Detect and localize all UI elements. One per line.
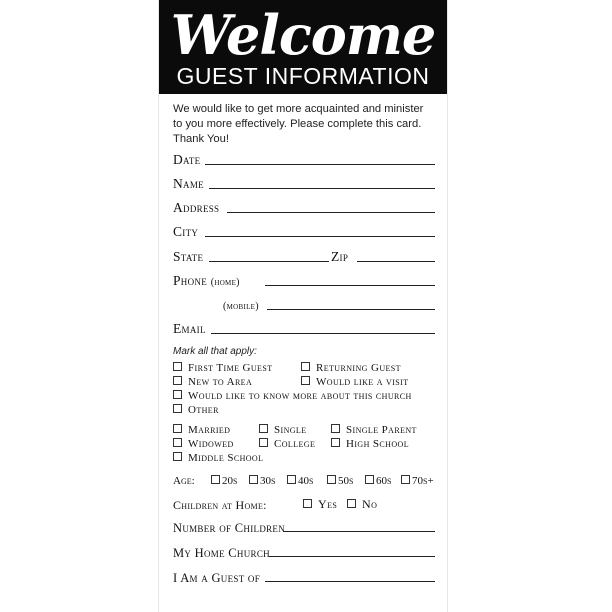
intro-line: We would like to get more acquainted and minister: [173, 103, 424, 115]
home-label: (home): [210, 277, 240, 288]
checkbox[interactable]: [287, 475, 296, 484]
name-label: Name: [173, 176, 204, 191]
age-range-label: 30s: [260, 475, 276, 487]
option-label: Returning Guest: [316, 362, 401, 374]
checkbox[interactable]: [301, 362, 310, 371]
address-label: Address: [173, 200, 220, 215]
checkbox[interactable]: [173, 362, 182, 371]
home-church-label: My Home Church: [173, 546, 270, 560]
age-range-label: 70s+: [412, 475, 434, 487]
option-new-to-area[interactable]: [173, 376, 252, 389]
option-label: College: [274, 438, 316, 450]
children-at-home-label: Children at Home:: [173, 498, 267, 512]
checkbox[interactable]: [173, 390, 182, 399]
zip-field[interactable]: [357, 261, 435, 262]
option-college[interactable]: [259, 438, 315, 451]
phone-label-text: Phone: [173, 273, 208, 288]
checkbox[interactable]: [249, 475, 258, 484]
state-field[interactable]: [209, 261, 329, 262]
option-label: Widowed: [188, 438, 234, 450]
home-church-field[interactable]: [269, 556, 435, 557]
checkbox[interactable]: [401, 475, 410, 484]
welcome-title: Welcome: [170, 3, 436, 67]
guest-of-field[interactable]: [265, 581, 435, 582]
address-field[interactable]: [227, 212, 435, 213]
guest-information-subtitle: GUEST INFORMATION: [176, 63, 430, 89]
number-of-children-label: Number of Children: [173, 521, 286, 535]
age-option-30s[interactable]: [249, 475, 275, 488]
checkbox[interactable]: [331, 438, 340, 447]
option-would-like-visit[interactable]: [301, 376, 409, 389]
option-label: Would like a visit: [316, 376, 409, 388]
age-option-50s[interactable]: [327, 475, 353, 488]
age-option-70s-plus[interactable]: [401, 475, 434, 488]
children-yes-option[interactable]: [303, 498, 337, 511]
checkbox[interactable]: [327, 475, 336, 484]
option-label: High School: [346, 438, 409, 450]
age-option-20s[interactable]: [211, 475, 237, 488]
age-range-label: 20s: [222, 475, 238, 487]
option-other[interactable]: [173, 404, 219, 417]
option-label: First Time Guest: [188, 362, 273, 374]
checkbox[interactable]: [347, 499, 356, 508]
checkbox[interactable]: [173, 404, 182, 413]
option-label: Single: [274, 424, 307, 436]
city-label: City: [173, 224, 199, 239]
option-high-school[interactable]: [331, 438, 409, 451]
checkbox[interactable]: [301, 376, 310, 385]
checkbox[interactable]: [331, 424, 340, 433]
name-field[interactable]: [209, 188, 435, 189]
option-label: No: [362, 497, 378, 511]
option-label: Single Parent: [346, 424, 417, 436]
age-option-60s[interactable]: [365, 475, 391, 488]
phone-label: [173, 273, 240, 291]
option-married[interactable]: [173, 424, 230, 437]
option-know-more[interactable]: [173, 390, 412, 403]
checkbox[interactable]: [303, 499, 312, 508]
card-header: [159, 0, 447, 94]
home-phone-field[interactable]: [265, 285, 435, 286]
option-widowed[interactable]: [173, 438, 234, 451]
email-label: Email: [173, 321, 206, 336]
age-range-label: 50s: [338, 475, 354, 487]
city-field[interactable]: [205, 236, 435, 237]
option-middle-school[interactable]: [173, 452, 263, 465]
intro-line: Thank You!: [173, 133, 229, 145]
option-label: Married: [188, 424, 231, 436]
guest-card: [158, 0, 448, 612]
checkbox[interactable]: [211, 475, 220, 484]
option-single[interactable]: [259, 424, 307, 437]
checkbox[interactable]: [365, 475, 374, 484]
option-label: Yes: [318, 497, 338, 511]
zip-label: Zip: [331, 249, 349, 264]
age-label: Age:: [173, 475, 195, 487]
option-label: Other: [188, 404, 219, 416]
age-range-label: 60s: [376, 475, 392, 487]
guest-of-label: I Am a Guest of: [173, 571, 261, 585]
mark-all-instruction: Mark all that apply:: [173, 346, 257, 357]
option-label: Would like to know more about this church: [188, 390, 412, 402]
checkbox[interactable]: [173, 438, 182, 447]
option-returning-guest[interactable]: [301, 362, 401, 375]
checkbox[interactable]: [173, 452, 182, 461]
intro-line: to you more effectively. Please complete this card.: [173, 118, 422, 130]
option-label: Middle School: [188, 452, 264, 464]
number-of-children-field[interactable]: [283, 531, 435, 532]
checkbox[interactable]: [173, 376, 182, 385]
checkbox[interactable]: [173, 424, 182, 433]
children-no-option[interactable]: [347, 498, 377, 511]
option-label: New to Area: [188, 376, 253, 388]
option-single-parent[interactable]: [331, 424, 417, 437]
age-range-label: 40s: [298, 475, 314, 487]
email-field[interactable]: [211, 333, 435, 334]
date-label: Date: [173, 152, 201, 167]
checkbox[interactable]: [259, 438, 268, 447]
intro-text: [173, 102, 445, 147]
age-option-40s[interactable]: [287, 475, 313, 488]
checkbox[interactable]: [259, 424, 268, 433]
mobile-label: (mobile): [223, 301, 259, 312]
option-first-time-guest[interactable]: [173, 362, 272, 375]
state-label: State: [173, 249, 204, 264]
date-field[interactable]: [205, 164, 435, 165]
mobile-phone-field[interactable]: [267, 309, 435, 310]
